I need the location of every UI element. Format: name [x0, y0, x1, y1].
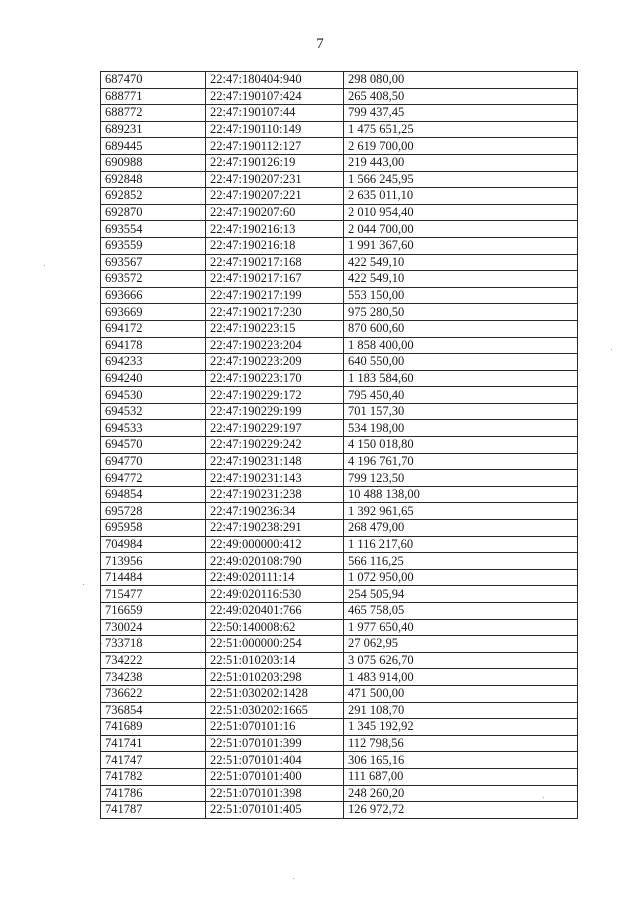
cadastral-number-cell: 22:51:070101:404 — [206, 752, 344, 769]
cadastral-number-cell: 22:47:190216:18 — [206, 237, 344, 254]
id-cell: 741782 — [101, 768, 206, 785]
scan-speck — [543, 797, 544, 798]
id-cell: 730024 — [101, 619, 206, 636]
cadastral-number-cell: 22:47:190229:172 — [206, 387, 344, 404]
cadastral-number-cell: 22:51:000000:254 — [206, 636, 344, 653]
id-cell: 704984 — [101, 536, 206, 553]
amount-cell: 2 044 700,00 — [344, 221, 578, 238]
id-cell: 688772 — [101, 105, 206, 122]
table-row — [101, 154, 578, 171]
cadastral-number-cell: 22:49:020116:530 — [206, 586, 344, 603]
amount-cell: 2 619 700,00 — [344, 138, 578, 155]
table-row — [101, 105, 578, 122]
table-row — [101, 72, 578, 89]
amount-cell: 111 687,00 — [344, 768, 578, 785]
table-row — [101, 470, 578, 487]
amount-cell: 248 260,20 — [344, 785, 578, 802]
id-cell: 694233 — [101, 354, 206, 371]
cadastral-number-cell: 22:47:190231:143 — [206, 470, 344, 487]
cadastral-number-cell: 22:47:180404:940 — [206, 72, 344, 89]
amount-cell: 10 488 138,00 — [344, 486, 578, 503]
cadastral-number-cell: 22:47:190207:221 — [206, 188, 344, 205]
cadastral-number-cell: 22:51:070101:398 — [206, 785, 344, 802]
amount-cell: 298 080,00 — [344, 72, 578, 89]
amount-cell: 27 062,95 — [344, 636, 578, 653]
id-cell: 741747 — [101, 752, 206, 769]
id-cell: 694240 — [101, 370, 206, 387]
amount-cell: 4 196 761,70 — [344, 453, 578, 470]
cadastral-number-cell: 22:47:190223:209 — [206, 354, 344, 371]
amount-cell: 471 500,00 — [344, 685, 578, 702]
id-cell: 736622 — [101, 685, 206, 702]
cadastral-number-cell: 22:47:190229:197 — [206, 420, 344, 437]
id-cell: 741787 — [101, 802, 206, 819]
table-row — [101, 437, 578, 454]
cadastral-number-cell: 22:51:010203:14 — [206, 652, 344, 669]
amount-cell: 422 549,10 — [344, 271, 578, 288]
table-row — [101, 553, 578, 570]
id-cell: 694178 — [101, 337, 206, 354]
id-cell: 688771 — [101, 88, 206, 105]
cadastral-number-cell: 22:47:190223:204 — [206, 337, 344, 354]
amount-cell: 1 183 584,60 — [344, 370, 578, 387]
cadastral-number-cell: 22:47:190207:231 — [206, 171, 344, 188]
id-cell: 716659 — [101, 603, 206, 620]
amount-cell: 870 600,60 — [344, 320, 578, 337]
amount-cell: 1 116 217,60 — [344, 536, 578, 553]
id-cell: 692852 — [101, 188, 206, 205]
id-cell: 693572 — [101, 271, 206, 288]
cadastral-number-cell: 22:47:190110:149 — [206, 121, 344, 138]
scan-speck — [101, 643, 102, 644]
table-row — [101, 171, 578, 188]
cadastral-number-cell: 22:51:030202:1665 — [206, 702, 344, 719]
id-cell: 694533 — [101, 420, 206, 437]
amount-cell: 465 758,05 — [344, 603, 578, 620]
cadastral-number-cell: 22:47:190126:19 — [206, 154, 344, 171]
table-row — [101, 370, 578, 387]
amount-cell: 566 116,25 — [344, 553, 578, 570]
amount-cell: 306 165,16 — [344, 752, 578, 769]
table-row — [101, 320, 578, 337]
table-row — [101, 287, 578, 304]
scan-speck — [44, 265, 45, 266]
table-row — [101, 603, 578, 620]
table-row — [101, 271, 578, 288]
cadastral-number-cell: 22:47:190217:230 — [206, 304, 344, 321]
table-row — [101, 420, 578, 437]
id-cell: 715477 — [101, 586, 206, 603]
table-row — [101, 121, 578, 138]
table-row — [101, 403, 578, 420]
table-row — [101, 586, 578, 603]
id-cell: 694530 — [101, 387, 206, 404]
cadastral-number-cell: 22:49:020108:790 — [206, 553, 344, 570]
amount-cell: 701 157,30 — [344, 403, 578, 420]
table-row — [101, 785, 578, 802]
table-row — [101, 719, 578, 736]
table-row — [101, 569, 578, 586]
amount-cell: 1 345 192,92 — [344, 719, 578, 736]
cadastral-number-cell: 22:47:190229:242 — [206, 437, 344, 454]
table-row — [101, 652, 578, 669]
amount-cell: 268 479,00 — [344, 520, 578, 537]
cadastral-number-cell: 22:50:140008:62 — [206, 619, 344, 636]
id-cell: 714484 — [101, 569, 206, 586]
amount-cell: 553 150,00 — [344, 287, 578, 304]
scan-speck — [611, 349, 612, 350]
table-row — [101, 88, 578, 105]
table-row — [101, 188, 578, 205]
amount-cell: 795 450,40 — [344, 387, 578, 404]
id-cell: 734238 — [101, 669, 206, 686]
cadastral-number-cell: 22:47:190217:199 — [206, 287, 344, 304]
table-row — [101, 337, 578, 354]
amount-cell: 265 408,50 — [344, 88, 578, 105]
cadastral-number-cell: 22:47:190231:148 — [206, 453, 344, 470]
id-cell: 689231 — [101, 121, 206, 138]
amount-cell: 799 123,50 — [344, 470, 578, 487]
table-row — [101, 802, 578, 819]
table-row — [101, 221, 578, 238]
table-row — [101, 735, 578, 752]
amount-cell: 422 549,10 — [344, 254, 578, 271]
id-cell: 736854 — [101, 702, 206, 719]
cadastral-number-cell: 22:47:190107:44 — [206, 105, 344, 122]
id-cell: 694532 — [101, 403, 206, 420]
amount-cell: 254 505,94 — [344, 586, 578, 603]
amount-cell: 1 991 367,60 — [344, 237, 578, 254]
id-cell: 692848 — [101, 171, 206, 188]
amount-cell: 1 483 914,00 — [344, 669, 578, 686]
table-row — [101, 685, 578, 702]
cadastral-number-cell: 22:47:190217:168 — [206, 254, 344, 271]
id-cell: 695728 — [101, 503, 206, 520]
cadastral-number-cell: 22:51:030202:1428 — [206, 685, 344, 702]
scan-speck — [293, 878, 294, 879]
table-row — [101, 520, 578, 537]
id-cell: 734222 — [101, 652, 206, 669]
id-cell: 694772 — [101, 470, 206, 487]
amount-cell: 534 198,00 — [344, 420, 578, 437]
table-row — [101, 204, 578, 221]
id-cell: 741741 — [101, 735, 206, 752]
table-row — [101, 503, 578, 520]
table-body — [101, 72, 578, 819]
amount-cell: 291 108,70 — [344, 702, 578, 719]
table-row — [101, 304, 578, 321]
cadastral-number-cell: 22:49:020401:766 — [206, 603, 344, 620]
table-row — [101, 636, 578, 653]
id-cell: 695958 — [101, 520, 206, 537]
table-row — [101, 619, 578, 636]
id-cell: 690988 — [101, 154, 206, 171]
id-cell: 693554 — [101, 221, 206, 238]
table-row — [101, 669, 578, 686]
table-row — [101, 354, 578, 371]
table-row — [101, 237, 578, 254]
cadastral-number-cell: 22:51:070101:16 — [206, 719, 344, 736]
id-cell: 713956 — [101, 553, 206, 570]
amount-cell: 1 977 650,40 — [344, 619, 578, 636]
cadastral-number-cell: 22:49:000000:412 — [206, 536, 344, 553]
cadastral-number-cell: 22:47:190223:15 — [206, 320, 344, 337]
id-cell: 694172 — [101, 320, 206, 337]
amount-cell: 126 972,72 — [344, 802, 578, 819]
cadastral-number-cell: 22:47:190231:238 — [206, 486, 344, 503]
table-row — [101, 453, 578, 470]
scan-speck — [83, 584, 84, 585]
amount-cell: 975 280,50 — [344, 304, 578, 321]
amount-cell: 4 150 018,80 — [344, 437, 578, 454]
id-cell: 694570 — [101, 437, 206, 454]
id-cell: 694854 — [101, 486, 206, 503]
cadastral-number-cell: 22:51:070101:400 — [206, 768, 344, 785]
id-cell: 741689 — [101, 719, 206, 736]
id-cell: 693559 — [101, 237, 206, 254]
amount-cell: 112 798,56 — [344, 735, 578, 752]
id-cell: 694770 — [101, 453, 206, 470]
id-cell: 689445 — [101, 138, 206, 155]
table-row — [101, 138, 578, 155]
amount-cell: 1 392 961,65 — [344, 503, 578, 520]
cadastral-number-cell: 22:49:020111:14 — [206, 569, 344, 586]
amount-cell: 1 858 400,00 — [344, 337, 578, 354]
table-row — [101, 768, 578, 785]
cadastral-number-cell: 22:51:070101:399 — [206, 735, 344, 752]
page-number: 7 — [316, 36, 324, 52]
amount-cell: 640 550,00 — [344, 354, 578, 371]
id-cell: 693567 — [101, 254, 206, 271]
table-row — [101, 387, 578, 404]
data-table — [100, 71, 578, 819]
id-cell: 693669 — [101, 304, 206, 321]
id-cell: 693666 — [101, 287, 206, 304]
table-row — [101, 254, 578, 271]
amount-cell: 3 075 626,70 — [344, 652, 578, 669]
cadastral-number-cell: 22:47:190229:199 — [206, 403, 344, 420]
amount-cell: 219 443,00 — [344, 154, 578, 171]
amount-cell: 2 010 954,40 — [344, 204, 578, 221]
amount-cell: 1 566 245,95 — [344, 171, 578, 188]
table-row — [101, 536, 578, 553]
id-cell: 741786 — [101, 785, 206, 802]
cadastral-number-cell: 22:51:070101:405 — [206, 802, 344, 819]
amount-cell: 2 635 011,10 — [344, 188, 578, 205]
table-row — [101, 702, 578, 719]
cadastral-number-cell: 22:47:190107:424 — [206, 88, 344, 105]
cadastral-number-cell: 22:47:190223:170 — [206, 370, 344, 387]
cadastral-number-cell: 22:47:190216:13 — [206, 221, 344, 238]
amount-cell: 1 475 651,25 — [344, 121, 578, 138]
cadastral-number-cell: 22:47:190217:167 — [206, 271, 344, 288]
cadastral-number-cell: 22:47:190207:60 — [206, 204, 344, 221]
cadastral-number-cell: 22:47:190112:127 — [206, 138, 344, 155]
table-row — [101, 486, 578, 503]
id-cell: 692870 — [101, 204, 206, 221]
id-cell: 687470 — [101, 72, 206, 89]
cadastral-number-cell: 22:51:010203:298 — [206, 669, 344, 686]
amount-cell: 799 437,45 — [344, 105, 578, 122]
amount-cell: 1 072 950,00 — [344, 569, 578, 586]
cadastral-number-cell: 22:47:190236:34 — [206, 503, 344, 520]
id-cell: 733718 — [101, 636, 206, 653]
table-row — [101, 752, 578, 769]
cadastral-number-cell: 22:47:190238:291 — [206, 520, 344, 537]
